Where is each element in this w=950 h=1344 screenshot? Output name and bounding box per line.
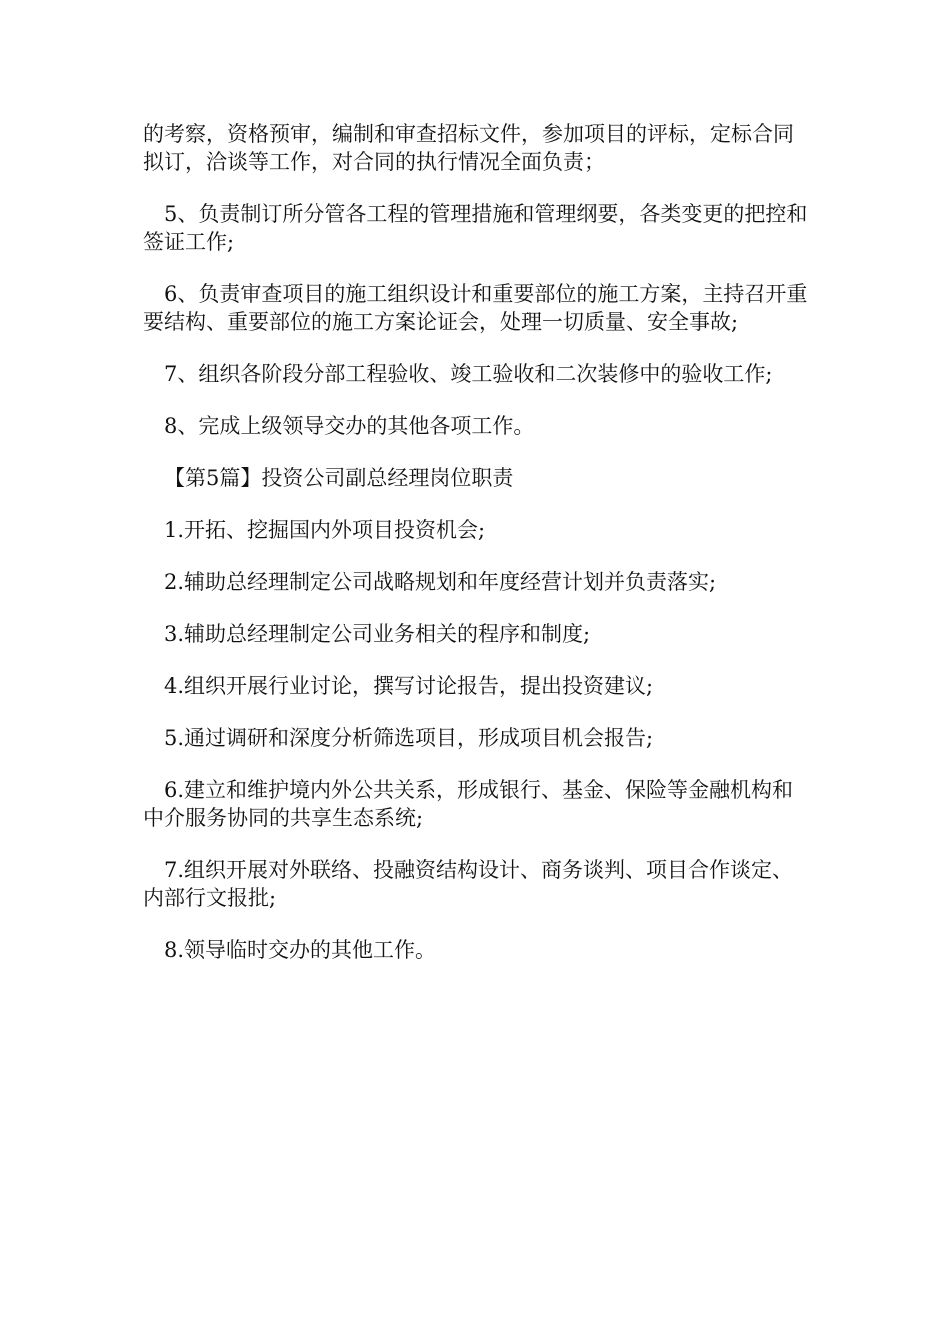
list-item-6: 6.建立和维护境内外公共关系，形成银行、基金、保险等金融机构和中介服务协同的共享生态系统; [143, 778, 794, 830]
paragraph-continued-duties: 的考察，资格预审，编制和审查招标文件，参加项目的评标，定标合同拟订，洽谈等工作，对合同的执行情况全面负责； [143, 122, 794, 174]
paragraph-duty-6: 6、负责审查项目的施工组织设计和重要部位的施工方案，主持召开重要结构、重要部位的施工方案论证会，处理一切质量、安全事故; [143, 282, 808, 334]
list-item-8: 8.领导临时交办的其他工作。 [164, 938, 437, 962]
list-item-1: 1.开拓、挖掘国内外项目投资机会; [164, 518, 486, 542]
list-item-5: 5.通过调研和深度分析筛选项目，形成项目机会报告; [164, 726, 654, 750]
paragraph-duty-5: 5、负责制订所分管各工程的管理措施和管理纲要，各类变更的把控和签证工作; [143, 202, 808, 254]
paragraph-duty-7: 7、组织各阶段分部工程验收、竣工验收和二次装修中的验收工作; [164, 362, 773, 386]
list-item-4: 4.组织开展行业讨论，撰写讨论报告，提出投资建议; [164, 674, 654, 698]
list-item-3: 3.辅助总经理制定公司业务相关的程序和制度; [164, 622, 591, 646]
list-item-7: 7.组织开展对外联络、投融资结构设计、商务谈判、项目合作谈定、内部行文报批; [143, 858, 794, 910]
list-item-2: 2.辅助总经理制定公司战略规划和年度经营计划并负责落实; [164, 570, 717, 594]
paragraph-duty-8: 8、完成上级领导交办的其他各项工作。 [164, 414, 535, 438]
section-heading: 【第5篇】投资公司副总经理岗位职责 [164, 466, 514, 490]
document-body [143, 120, 811, 988]
